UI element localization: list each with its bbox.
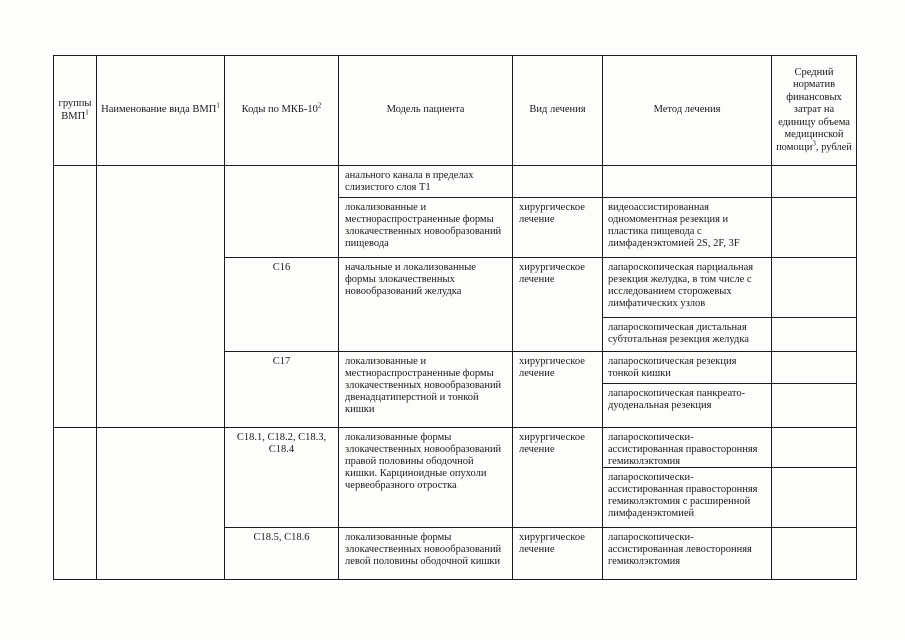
row-divider xyxy=(602,383,857,384)
row-divider xyxy=(224,351,857,352)
row6-treatment-method: лапароскопически- ассистированная левосторонняя гемиколэктомия xyxy=(608,532,752,567)
header-patient-model: Модель пациента xyxy=(386,104,465,116)
header-icd-codes: Коды по МКБ-$10^2$ xyxy=(241,101,322,116)
row3-treatment-method-1: лапароскопическая парциальная резекция желудка, в том числе с исследованием сторожевых лимфатических узлов xyxy=(608,262,754,309)
header-vmp-name: Наименование вида ВМП$^1$ xyxy=(101,101,220,116)
header-group: группы ВМП$^1$ xyxy=(58,98,92,122)
row6-treatment-type: хирургическое лечение xyxy=(519,532,585,555)
row5-treatment-type: хирургическое лечение xyxy=(519,432,585,455)
table-right-border xyxy=(856,55,857,580)
row5-treatment-method-2: лапароскопически- ассистированная правосторонняя гемиколэктомия с расширенной лимфаденэктомией xyxy=(608,472,758,519)
header-treatment-type: Вид лечения xyxy=(529,104,586,116)
row3-treatment-method-2: лапароскопическая дистальная субтотальная резекция желудка xyxy=(608,322,749,345)
row-divider xyxy=(53,427,857,428)
row2-treatment-type: хирургическое лечение xyxy=(519,202,585,225)
table-bottom-border xyxy=(53,579,857,580)
row4-treatment-type: хирургическое лечение xyxy=(519,356,585,379)
header-bottom-border xyxy=(53,165,857,166)
row5-patient-model: локализованные формы злокачественных новообразований правой половины ободочной кишки. Карциноидные опухоли червеобразного отростка xyxy=(345,432,502,491)
header-treatment-method: Метод лечения xyxy=(653,104,721,116)
row5-treatment-method-1: лапароскопически- ассистированная правосторонняя гемиколэктомия xyxy=(608,432,758,467)
row-divider xyxy=(224,257,857,258)
row-divider xyxy=(338,197,857,198)
column-divider xyxy=(771,55,772,580)
row6-icd-code: C18.5, C18.6 xyxy=(253,532,310,543)
row-divider xyxy=(602,317,857,318)
row5-icd-code: C18.1, C18.2, C18.3, C18.4 xyxy=(236,432,327,455)
header-average-cost: Средний норматив финансовых затрат на единицу объема медицинской помощи$^3$, рублей xyxy=(776,66,852,153)
row-divider xyxy=(224,527,857,528)
row6-patient-model: локализованные формы злокачественных новообразований левой половины ободочной кишки xyxy=(345,532,502,567)
row2-patient-model: локализованные и местнораспространенные формы злокачественных новообразований пищевода xyxy=(345,202,502,249)
row3-treatment-type: хирургическое лечение xyxy=(519,262,585,285)
row4-treatment-method-1: лапароскопическая резекция тонкой кишки xyxy=(608,356,737,379)
row3-icd-code: C16 xyxy=(272,262,291,273)
row4-icd-code: C17 xyxy=(272,356,291,367)
row3-patient-model: начальные и локализованные формы злокачественных новообразований желудка xyxy=(345,262,476,297)
row4-treatment-method-2: лапароскопическая панкреато- дуоденальная резекция xyxy=(608,388,746,411)
row4-patient-model: локализованные и местнораспространенные формы злокачественных новообразований двенадцатиперстной и тонкой кишки xyxy=(345,356,502,415)
row2-treatment-method: видеоассистированная одномоментная резекция и пластика пищевода с лимфаденэктомией 2S, 2F, 3F xyxy=(608,202,740,249)
row1-patient-model: анального канала в пределах слизистого слоя T1 xyxy=(345,170,474,193)
